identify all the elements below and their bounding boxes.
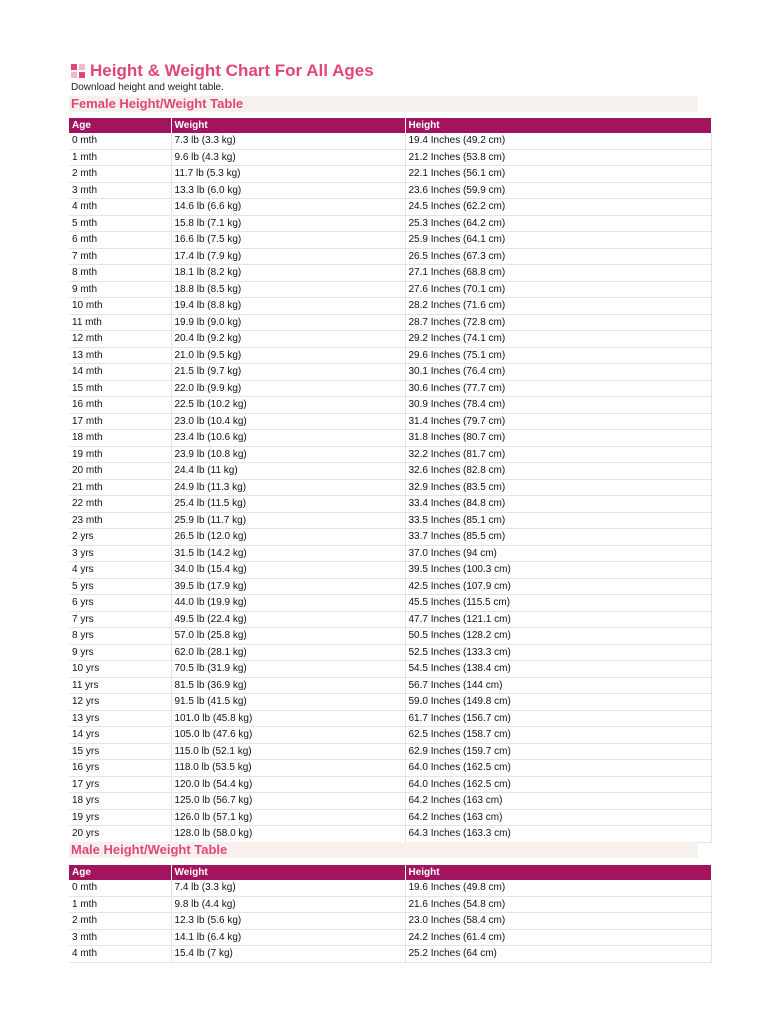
age-cell: 22 mth: [69, 496, 171, 513]
table-row: [69, 149, 711, 166]
table-row: [69, 413, 711, 430]
male-table: [69, 865, 712, 963]
squares-logo-icon: [71, 64, 85, 78]
height-cell: 56.7 Inches (144 cm): [405, 677, 711, 694]
height-cell: 37.0 Inches (94 cm): [405, 545, 711, 562]
age-cell: 23 mth: [69, 512, 171, 529]
table-row: [69, 913, 711, 930]
age-cell: 13 mth: [69, 347, 171, 364]
table-row: [69, 512, 711, 529]
weight-cell: 24.9 lb (11.3 kg): [171, 479, 405, 496]
column-header-age: Age: [69, 118, 171, 133]
weight-cell: 7.3 lb (3.3 kg): [171, 133, 405, 149]
table-row: [69, 314, 711, 331]
weight-cell: 14.1 lb (6.4 kg): [171, 929, 405, 946]
age-cell: 19 yrs: [69, 809, 171, 826]
weight-cell: 26.5 lb (12.0 kg): [171, 529, 405, 546]
age-cell: 5 mth: [69, 215, 171, 232]
age-cell: 18 yrs: [69, 793, 171, 810]
age-cell: 6 mth: [69, 232, 171, 249]
age-cell: 8 yrs: [69, 628, 171, 645]
age-cell: 5 yrs: [69, 578, 171, 595]
weight-cell: 17.4 lb (7.9 kg): [171, 248, 405, 265]
table-row: [69, 463, 711, 480]
table-row: [69, 446, 711, 463]
page-subtitle: Download height and weight table.: [71, 82, 224, 93]
weight-cell: 57.0 lb (25.8 kg): [171, 628, 405, 645]
age-cell: 18 mth: [69, 430, 171, 447]
age-cell: 7 mth: [69, 248, 171, 265]
age-cell: 10 mth: [69, 298, 171, 315]
weight-cell: 11.7 lb (5.3 kg): [171, 166, 405, 183]
table-row: [69, 545, 711, 562]
height-cell: 52.5 Inches (133.3 cm): [405, 644, 711, 661]
page-title: Height & Weight Chart For All Ages: [90, 61, 374, 80]
height-cell: 32.2 Inches (81.7 cm): [405, 446, 711, 463]
height-cell: 23.0 Inches (58.4 cm): [405, 913, 711, 930]
table-row: [69, 364, 711, 381]
age-cell: 3 mth: [69, 929, 171, 946]
table-row: [69, 166, 711, 183]
weight-cell: 49.5 lb (22.4 kg): [171, 611, 405, 628]
age-cell: 6 yrs: [69, 595, 171, 612]
height-cell: 47.7 Inches (121.1 cm): [405, 611, 711, 628]
weight-cell: 25.9 lb (11.7 kg): [171, 512, 405, 529]
height-cell: 21.6 Inches (54.8 cm): [405, 896, 711, 913]
height-cell: 19.4 Inches (49.2 cm): [405, 133, 711, 149]
height-cell: 64.0 Inches (162.5 cm): [405, 760, 711, 777]
age-cell: 21 mth: [69, 479, 171, 496]
height-cell: 42.5 Inches (107.9 cm): [405, 578, 711, 595]
height-cell: 29.6 Inches (75.1 cm): [405, 347, 711, 364]
weight-cell: 22.0 lb (9.9 kg): [171, 380, 405, 397]
table-row: [69, 595, 711, 612]
age-cell: 10 yrs: [69, 661, 171, 678]
female-table-body: [69, 133, 711, 842]
column-header-height: Height: [405, 118, 711, 133]
weight-cell: 126.0 lb (57.1 kg): [171, 809, 405, 826]
column-header-age: Age: [69, 865, 171, 880]
age-cell: 15 mth: [69, 380, 171, 397]
table-row: [69, 776, 711, 793]
weight-cell: 128.0 lb (58.0 kg): [171, 826, 405, 843]
height-cell: 61.7 Inches (156.7 cm): [405, 710, 711, 727]
table-row: [69, 628, 711, 645]
weight-cell: 23.9 lb (10.8 kg): [171, 446, 405, 463]
age-cell: 20 yrs: [69, 826, 171, 843]
age-cell: 16 mth: [69, 397, 171, 414]
table-row: [69, 727, 711, 744]
height-cell: 32.6 Inches (82.8 cm): [405, 463, 711, 480]
weight-cell: 25.4 lb (11.5 kg): [171, 496, 405, 513]
table-row: [69, 182, 711, 199]
weight-cell: 12.3 lb (5.6 kg): [171, 913, 405, 930]
weight-cell: 91.5 lb (41.5 kg): [171, 694, 405, 711]
age-cell: 14 yrs: [69, 727, 171, 744]
height-cell: 25.3 Inches (64.2 cm): [405, 215, 711, 232]
height-cell: 19.6 Inches (49.8 cm): [405, 880, 711, 896]
height-cell: 31.4 Inches (79.7 cm): [405, 413, 711, 430]
height-cell: 27.1 Inches (68.8 cm): [405, 265, 711, 282]
age-cell: 17 mth: [69, 413, 171, 430]
age-cell: 3 mth: [69, 182, 171, 199]
table-row: [69, 896, 711, 913]
weight-cell: 22.5 lb (10.2 kg): [171, 397, 405, 414]
column-header-weight: Weight: [171, 865, 405, 880]
weight-cell: 70.5 lb (31.9 kg): [171, 661, 405, 678]
height-cell: 54.5 Inches (138.4 cm): [405, 661, 711, 678]
age-cell: 11 mth: [69, 314, 171, 331]
weight-cell: 24.4 lb (11 kg): [171, 463, 405, 480]
height-cell: 28.2 Inches (71.6 cm): [405, 298, 711, 315]
height-cell: 59.0 Inches (149.8 cm): [405, 694, 711, 711]
table-row: [69, 809, 711, 826]
height-cell: 64.3 Inches (163.3 cm): [405, 826, 711, 843]
weight-cell: 34.0 lb (15.4 kg): [171, 562, 405, 579]
title-row: [71, 60, 374, 82]
height-cell: 64.2 Inches (163 cm): [405, 793, 711, 810]
table-row: [69, 760, 711, 777]
age-cell: 7 yrs: [69, 611, 171, 628]
age-cell: 12 yrs: [69, 694, 171, 711]
weight-cell: 101.0 lb (45.8 kg): [171, 710, 405, 727]
male-table-body: [69, 880, 711, 962]
height-cell: 62.5 Inches (158.7 cm): [405, 727, 711, 744]
weight-cell: 14.6 lb (6.6 kg): [171, 199, 405, 216]
table-row: [69, 529, 711, 546]
height-cell: 64.2 Inches (163 cm): [405, 809, 711, 826]
table-row: [69, 496, 711, 513]
height-cell: 64.0 Inches (162.5 cm): [405, 776, 711, 793]
table-row: [69, 479, 711, 496]
height-cell: 26.5 Inches (67.3 cm): [405, 248, 711, 265]
height-cell: 24.2 Inches (61.4 cm): [405, 929, 711, 946]
age-cell: 14 mth: [69, 364, 171, 381]
weight-cell: 18.1 lb (8.2 kg): [171, 265, 405, 282]
weight-cell: 23.0 lb (10.4 kg): [171, 413, 405, 430]
age-cell: 12 mth: [69, 331, 171, 348]
age-cell: 16 yrs: [69, 760, 171, 777]
female-table: [69, 118, 712, 843]
height-cell: 50.5 Inches (128.2 cm): [405, 628, 711, 645]
age-cell: 2 mth: [69, 166, 171, 183]
weight-cell: 7.4 lb (3.3 kg): [171, 880, 405, 896]
table-row: [69, 265, 711, 282]
height-cell: 33.7 Inches (85.5 cm): [405, 529, 711, 546]
table-row: [69, 347, 711, 364]
height-cell: 39.5 Inches (100.3 cm): [405, 562, 711, 579]
weight-cell: 120.0 lb (54.4 kg): [171, 776, 405, 793]
height-cell: 31.8 Inches (80.7 cm): [405, 430, 711, 447]
table-row: [69, 677, 711, 694]
age-cell: 4 mth: [69, 199, 171, 216]
weight-cell: 23.4 lb (10.6 kg): [171, 430, 405, 447]
height-cell: 27.6 Inches (70.1 cm): [405, 281, 711, 298]
column-header-height: Height: [405, 865, 711, 880]
age-cell: 11 yrs: [69, 677, 171, 694]
age-cell: 0 mth: [69, 133, 171, 149]
age-cell: 2 mth: [69, 913, 171, 930]
weight-cell: 13.3 lb (6.0 kg): [171, 182, 405, 199]
weight-cell: 105.0 lb (47.6 kg): [171, 727, 405, 744]
weight-cell: 19.4 lb (8.8 kg): [171, 298, 405, 315]
weight-cell: 118.0 lb (53.5 kg): [171, 760, 405, 777]
height-cell: 23.6 Inches (59.9 cm): [405, 182, 711, 199]
table-row: [69, 248, 711, 265]
height-cell: 32.9 Inches (83.5 cm): [405, 479, 711, 496]
age-cell: 4 mth: [69, 946, 171, 963]
male-section-heading: Male Height/Weight Table: [69, 842, 698, 858]
table-row: [69, 215, 711, 232]
table-row: [69, 199, 711, 216]
weight-cell: 81.5 lb (36.9 kg): [171, 677, 405, 694]
table-row: [69, 793, 711, 810]
table-row: [69, 578, 711, 595]
age-cell: 17 yrs: [69, 776, 171, 793]
age-cell: 9 mth: [69, 281, 171, 298]
height-cell: 28.7 Inches (72.8 cm): [405, 314, 711, 331]
height-cell: 21.2 Inches (53.8 cm): [405, 149, 711, 166]
weight-cell: 19.9 lb (9.0 kg): [171, 314, 405, 331]
table-row: [69, 133, 711, 149]
height-cell: 45.5 Inches (115.5 cm): [405, 595, 711, 612]
height-cell: 30.9 Inches (78.4 cm): [405, 397, 711, 414]
table-row: [69, 397, 711, 414]
age-cell: 4 yrs: [69, 562, 171, 579]
table-row: [69, 826, 711, 843]
weight-cell: 115.0 lb (52.1 kg): [171, 743, 405, 760]
table-row: [69, 661, 711, 678]
height-cell: 24.5 Inches (62.2 cm): [405, 199, 711, 216]
weight-cell: 125.0 lb (56.7 kg): [171, 793, 405, 810]
height-cell: 30.6 Inches (77.7 cm): [405, 380, 711, 397]
weight-cell: 39.5 lb (17.9 kg): [171, 578, 405, 595]
age-cell: 13 yrs: [69, 710, 171, 727]
weight-cell: 18.8 lb (8.5 kg): [171, 281, 405, 298]
table-row: [69, 380, 711, 397]
weight-cell: 20.4 lb (9.2 kg): [171, 331, 405, 348]
column-header-weight: Weight: [171, 118, 405, 133]
table-row: [69, 430, 711, 447]
table-row: [69, 232, 711, 249]
height-cell: 25.9 Inches (64.1 cm): [405, 232, 711, 249]
age-cell: 9 yrs: [69, 644, 171, 661]
table-row: [69, 644, 711, 661]
table-row: [69, 281, 711, 298]
age-cell: 20 mth: [69, 463, 171, 480]
male-table-header: [69, 865, 711, 880]
table-row: [69, 298, 711, 315]
height-cell: 62.9 Inches (159.7 cm): [405, 743, 711, 760]
height-cell: 25.2 Inches (64 cm): [405, 946, 711, 963]
table-row: [69, 743, 711, 760]
table-row: [69, 694, 711, 711]
age-cell: 1 mth: [69, 149, 171, 166]
weight-cell: 21.0 lb (9.5 kg): [171, 347, 405, 364]
female-table-header: [69, 118, 711, 133]
female-section-heading: Female Height/Weight Table: [69, 96, 698, 112]
weight-cell: 15.8 lb (7.1 kg): [171, 215, 405, 232]
table-row: [69, 946, 711, 963]
table-row: [69, 929, 711, 946]
weight-cell: 44.0 lb (19.9 kg): [171, 595, 405, 612]
age-cell: 15 yrs: [69, 743, 171, 760]
weight-cell: 31.5 lb (14.2 kg): [171, 545, 405, 562]
table-row: [69, 611, 711, 628]
age-cell: 19 mth: [69, 446, 171, 463]
table-row: [69, 880, 711, 896]
age-cell: 1 mth: [69, 896, 171, 913]
age-cell: 2 yrs: [69, 529, 171, 546]
height-cell: 33.5 Inches (85.1 cm): [405, 512, 711, 529]
weight-cell: 9.6 lb (4.3 kg): [171, 149, 405, 166]
weight-cell: 21.5 lb (9.7 kg): [171, 364, 405, 381]
height-cell: 33.4 Inches (84.8 cm): [405, 496, 711, 513]
height-cell: 30.1 Inches (76.4 cm): [405, 364, 711, 381]
age-cell: 0 mth: [69, 880, 171, 896]
height-cell: 29.2 Inches (74.1 cm): [405, 331, 711, 348]
weight-cell: 9.8 lb (4.4 kg): [171, 896, 405, 913]
age-cell: 3 yrs: [69, 545, 171, 562]
table-row: [69, 331, 711, 348]
weight-cell: 16.6 lb (7.5 kg): [171, 232, 405, 249]
table-row: [69, 562, 711, 579]
weight-cell: 62.0 lb (28.1 kg): [171, 644, 405, 661]
age-cell: 8 mth: [69, 265, 171, 282]
weight-cell: 15.4 lb (7 kg): [171, 946, 405, 963]
height-cell: 22.1 Inches (56.1 cm): [405, 166, 711, 183]
table-row: [69, 710, 711, 727]
